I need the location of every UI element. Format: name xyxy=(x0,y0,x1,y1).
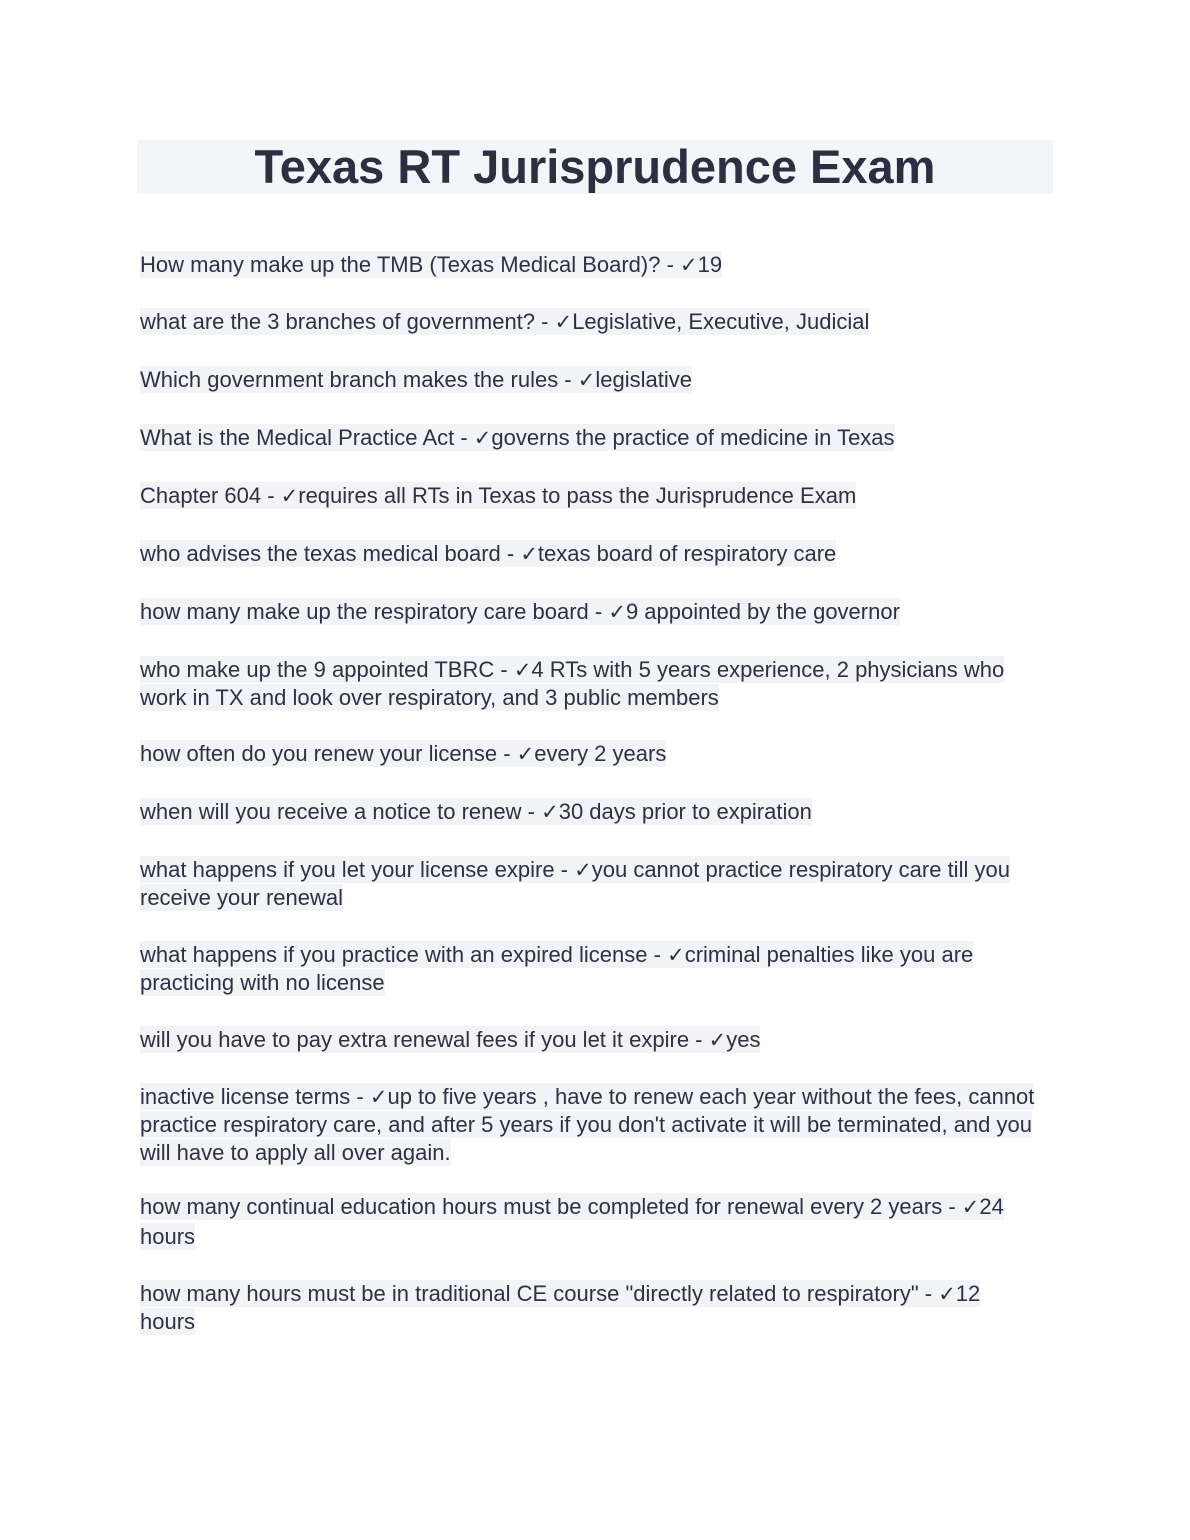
qa-item xyxy=(140,1192,1040,1252)
question-text: How many make up the TMB (Texas Medical Board)? - xyxy=(140,252,681,277)
answer-text: 24 hours xyxy=(140,1194,1004,1249)
question-text: what happens if you let your license expire - xyxy=(140,857,575,882)
check-icon: ✓ xyxy=(574,858,592,882)
check-icon: ✓ xyxy=(513,658,532,682)
question-text: how many continual education hours must be completed for renewal every 2 years - xyxy=(140,1194,962,1219)
question-text: what are the 3 branches of government? - xyxy=(140,309,555,334)
check-icon: ✓ xyxy=(369,1085,388,1109)
check-icon: ✓ xyxy=(708,1028,727,1052)
check-icon: ✓ xyxy=(554,310,573,334)
answer-text: governs the practice of medicine in Texas xyxy=(491,425,895,450)
question-text: who make up the 9 appointed TBRC - xyxy=(140,657,514,682)
question-text: when will you receive a notice to renew - xyxy=(140,799,542,824)
answer-text: up to five years , have to renew each year without the fees, cannot practice respiratory care, and after 5 years if you don't activate it will be terminated, and you will have to apply all over again. xyxy=(140,1084,1035,1165)
answer-text: legislative xyxy=(595,367,692,392)
check-icon: ✓ xyxy=(667,943,685,967)
question-text: how many make up the respiratory care board - xyxy=(140,599,609,624)
qa-item xyxy=(140,856,1040,912)
answer-text: 19 xyxy=(697,252,723,277)
answer-text: Legislative, Executive, Judicial xyxy=(572,309,870,334)
answer-text: 9 appointed by the governor xyxy=(625,599,900,624)
qa-item xyxy=(140,366,1040,394)
check-icon: ✓ xyxy=(961,1195,980,1219)
qa-item xyxy=(140,740,1040,768)
check-icon: ✓ xyxy=(520,542,538,566)
check-icon: ✓ xyxy=(577,368,596,392)
answer-text: criminal penalties like you are practicing with no license xyxy=(140,942,974,995)
question-text: Which government branch makes the rules - xyxy=(140,367,578,392)
check-icon: ✓ xyxy=(541,800,559,824)
qa-item xyxy=(140,308,1040,336)
question-text: how often do you renew your license - xyxy=(140,741,517,766)
check-icon: ✓ xyxy=(938,1282,956,1306)
answer-text: requires all RTs in Texas to pass the Jurisprudence Exam xyxy=(298,483,857,508)
qa-item xyxy=(140,540,1040,568)
question-text: who advises the texas medical board - xyxy=(140,541,521,566)
answer-text: every 2 years xyxy=(534,741,667,766)
question-text: What is the Medical Practice Act - xyxy=(140,425,474,450)
check-icon: ✓ xyxy=(608,600,626,624)
qa-item xyxy=(140,798,1040,826)
qa-item xyxy=(140,251,1040,279)
answer-text: yes xyxy=(726,1027,761,1052)
answer-text: 12 hours xyxy=(140,1281,981,1334)
question-text: inactive license terms - xyxy=(140,1084,370,1109)
check-icon: ✓ xyxy=(473,426,492,450)
qa-item xyxy=(140,941,1040,997)
qa-item xyxy=(140,1026,1040,1054)
question-text: how many hours must be in traditional CE course "directly related to respiratory" - xyxy=(140,1281,939,1306)
qa-item xyxy=(140,482,1040,510)
qa-item xyxy=(140,424,1040,452)
check-icon: ✓ xyxy=(516,742,535,766)
check-icon: ✓ xyxy=(680,253,698,277)
qa-item xyxy=(140,1083,1040,1167)
answer-text: you cannot practice respiratory care till you receive your renewal xyxy=(140,857,1010,910)
answer-text: 30 days prior to expiration xyxy=(558,799,812,824)
answer-text: texas board of respiratory care xyxy=(537,541,837,566)
question-text: what happens if you practice with an expired license - xyxy=(140,942,668,967)
question-text: Chapter 604 - xyxy=(140,483,281,508)
answer-text: 4 RTs with 5 years experience, 2 physicians who work in TX and look over respiratory, and 3 public members xyxy=(140,657,1005,710)
check-icon: ✓ xyxy=(280,484,299,508)
page-title: Texas RT Jurisprudence Exam xyxy=(254,140,936,193)
qa-item xyxy=(140,1280,1040,1336)
qa-item xyxy=(140,656,1040,712)
question-text: will you have to pay extra renewal fees if you let it expire - xyxy=(140,1027,709,1052)
qa-item xyxy=(140,598,1040,626)
